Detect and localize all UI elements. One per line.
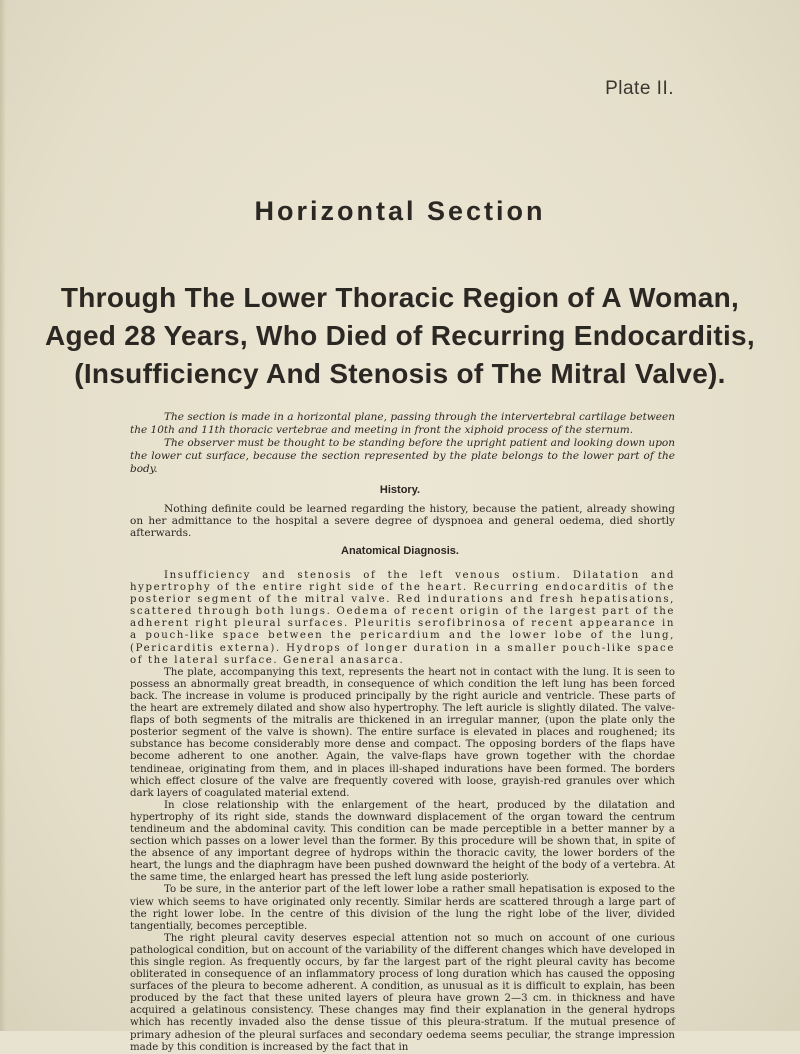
diagnosis-paragraph-2: The plate, accompanying this text, represents the heart not in contact with the lung. It is seen to possess an abnormally great breadth, in consequence of which condition the left lung has been forced back. The increase in volume is produced principally by the right auricle and ventricle. These parts of the heart are extremely dilated and show also hypertrophy. The left auricle is slightly dilated. The valve-flaps of both segments of the mitralis are thickened in an irregular manner, (upon the plate only the posterior segment of the valve is shown). The entire surface is elevated in places and roughened; its substance has become considerably more dense and compact. The opposing borders of the flaps have become adherent to one another. Again, the valve-flaps have grown together with the chordae tendineae, originating from them, and in places ill-shaped indurations have been formed. The borders which effect closure of the valve are frequently covered with loose, grayish-red granules over which dark layers of coagulated material extend. [130, 666, 675, 799]
intro-paragraph-1: The section is made in a horizontal plane, passing through the intervertebral cartilage between the 10th and 11th thoracic vertebrae and meeting in front the xiphoid process of the sternum. [130, 411, 675, 436]
plate-number: Plate II. [605, 78, 674, 99]
diagnosis-paragraph-3: In close relationship with the enlargement of the heart, produced by the dilatation and hypertrophy of its right side, stands the downward displacement of the organ toward the centrum tendineum and the abdominal cavity. This condition can be made perceptible in a better manner by a section which passes on a lower level than the former. By this procedure will be shown that, in spite of the absence of any important degree of hydrops within the thoracic cavity, the lower borders of the heart, the lungs and the diaphragm have been pushed downward the height of the body of a vertebra. At the same time, the enlarged heart has pressed the left lung aside posteriorly. [130, 799, 675, 884]
intro-paragraph-2: The observer must be thought to be standing before the upright patient and looking down upon the lower cut surface, because the section represented by the plate belongs to the lower part of the body. [130, 437, 675, 475]
history-heading: History. [379, 484, 421, 496]
intro-text [130, 411, 675, 476]
history-text [130, 503, 675, 539]
subtitle-line-2: Aged 28 Years, Who Died of Recurring Endocarditis, [45, 320, 755, 351]
section-title: Horizontal Section [254, 196, 546, 226]
diagnosis-paragraph-5: The right pleural cavity deserves especial attention not so much on account of one curious pathological condition, but on account of the variability of the different changes which have developed in this single region. As frequently occurs, by far the largest part of the right pleural cavity has become obliterated in consequence of an inflammatory process of long duration which has caused the opposing surfaces of the pleura to become adherent. A condition, as unusual as it is difficult to explain, has been produced by the fact that these united layers of pleura have grown 2—3 cm. in thickness and have acquired a gelatinous consistency. These changes may find their explanation in the general hydrops which has recently invaded also the dense tissue of this pleura-stratum. If the mutual presence of primary adhesion of the pleural surfaces and secondary oedema seems peculiar, the strange impression made by this condition is increased by the fact that in [130, 932, 675, 1053]
diagnosis-text [130, 570, 675, 1054]
page-edge [0, 0, 6, 1031]
diagnosis-paragraph-4: To be sure, in the anterior part of the left lower lobe a rather small hepatisation is exposed to the view which seems to have originated only recently. Similar herds are scattered through a large part of the right lower lobe. In the centre of this division of the lung the right lobe of the liver, divided tangentially, becomes perceptible. [130, 884, 675, 932]
subtitle-line-1: Through The Lower Thoracic Region of A Woman, [60, 282, 740, 313]
subtitle-line-3: (Insufficiency And Stenosis of The Mitral Valve). [74, 358, 726, 389]
diagnosis-paragraph-1: Insufficiency and stenosis of the left venous ostium. Dilatation and hypertrophy of the entire right side of the heart. Recurring endocarditis of the posterior segment of the mitral valve. Red indurations and fresh hepatisations, scattered through both lungs. Oedema of recent origin of the largest part of the adherent right pleural surfaces. Pleuritis serofibrinosa of recent appearance in a pouch-like space between the pericardium and the lower lobe of the lung, (Pericarditis externa). Hydrops of longer duration in a smaller pouch-like space of the lateral surface. General anasarca. [130, 570, 675, 666]
history-paragraph: Nothing definite could be learned regarding the history, because the patient, already showing on her admittance to the hospital a severe degree of dyspnoea and general oedema, died shortly afterwards. [130, 503, 675, 539]
diagnosis-heading: Anatomical Diagnosis. [341, 545, 459, 557]
